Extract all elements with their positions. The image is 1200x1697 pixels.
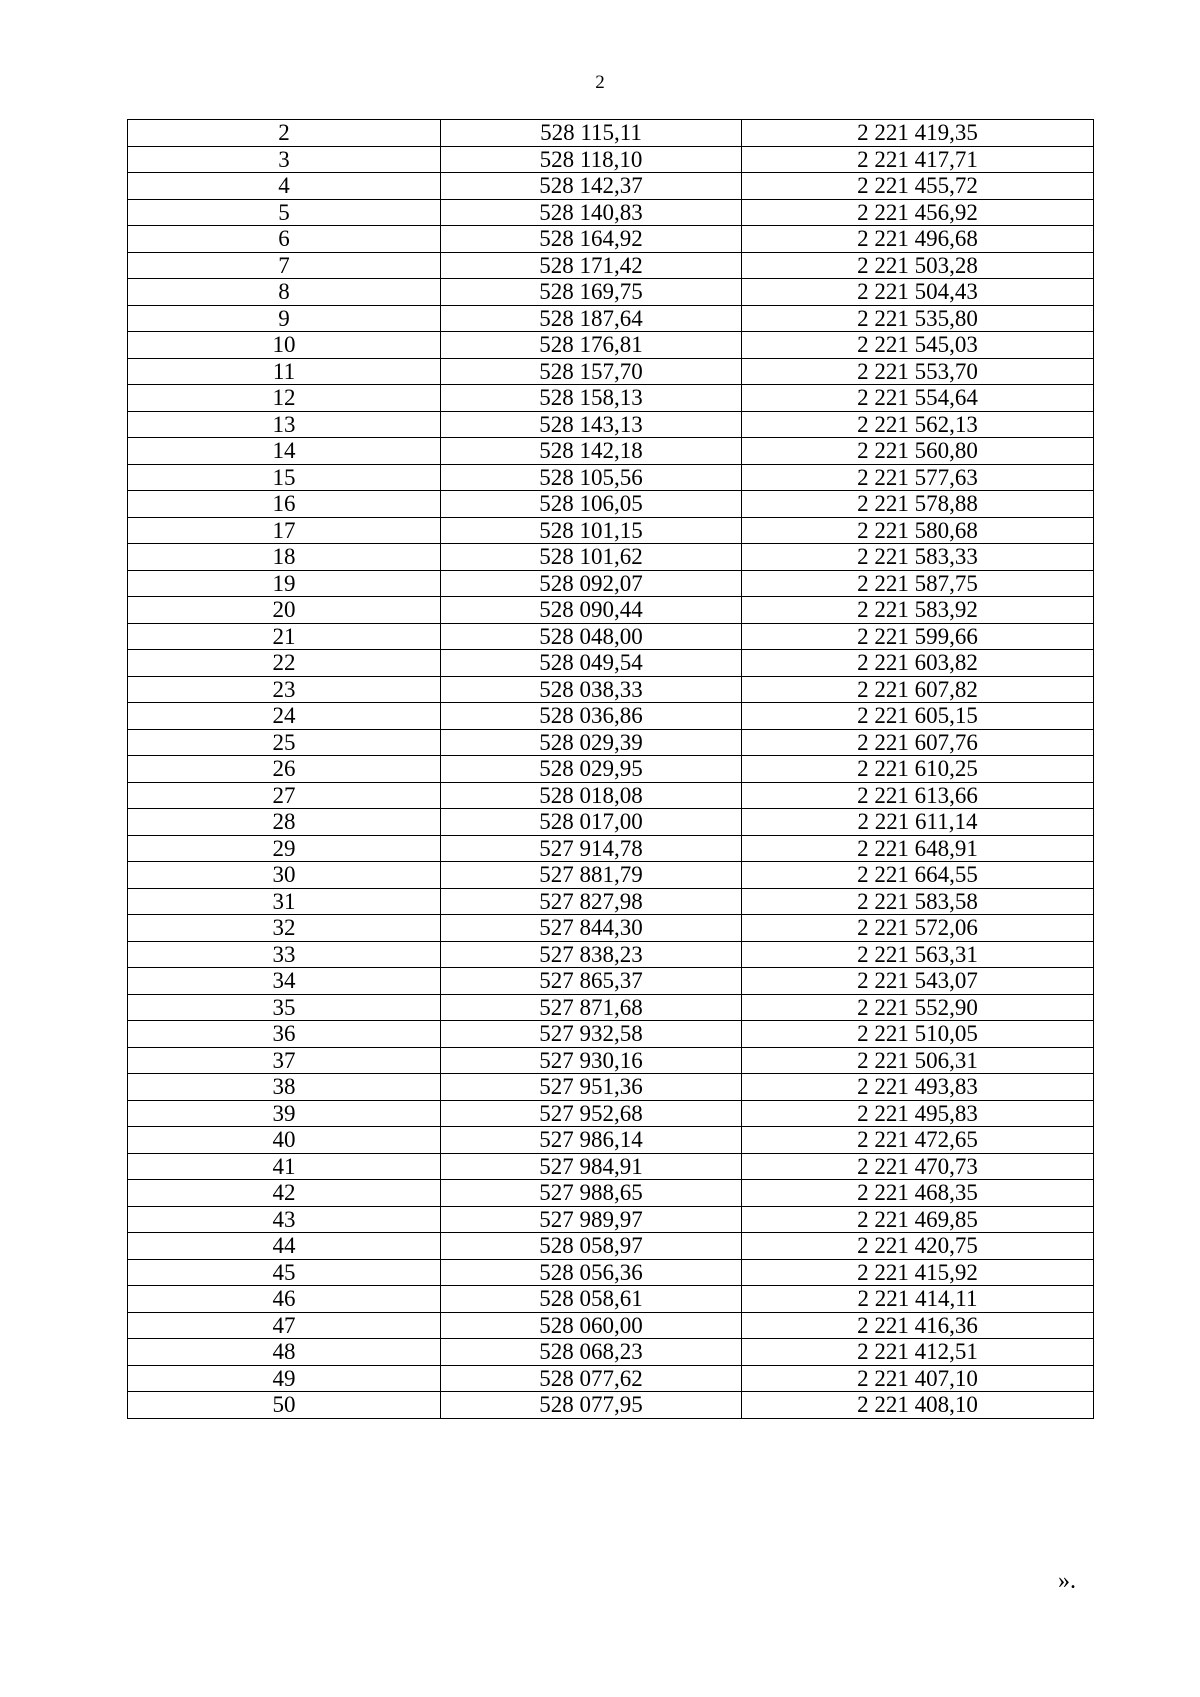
x-coordinate-cell: 527 827,98 — [441, 888, 742, 915]
y-coordinate-cell: 2 221 504,43 — [742, 279, 1094, 306]
point-number-cell: 14 — [128, 438, 441, 465]
point-number-cell: 7 — [128, 252, 441, 279]
y-coordinate-cell: 2 221 563,31 — [742, 941, 1094, 968]
point-number-cell: 5 — [128, 199, 441, 226]
y-coordinate-cell: 2 221 562,13 — [742, 411, 1094, 438]
x-coordinate-cell: 528 092,07 — [441, 570, 742, 597]
table-row — [128, 1392, 1094, 1419]
x-coordinate-cell: 528 118,10 — [441, 146, 742, 173]
x-coordinate-cell: 527 989,97 — [441, 1206, 742, 1233]
x-coordinate-cell: 528 171,42 — [441, 252, 742, 279]
table-row — [128, 332, 1094, 359]
y-coordinate-cell: 2 221 610,25 — [742, 756, 1094, 783]
y-coordinate-cell: 2 221 417,71 — [742, 146, 1094, 173]
table-row — [128, 1047, 1094, 1074]
y-coordinate-cell: 2 221 468,35 — [742, 1180, 1094, 1207]
table-row — [128, 1127, 1094, 1154]
x-coordinate-cell: 528 158,13 — [441, 385, 742, 412]
page-number: 2 — [595, 72, 605, 93]
x-coordinate-cell: 528 176,81 — [441, 332, 742, 359]
table-row — [128, 888, 1094, 915]
x-coordinate-cell: 528 018,08 — [441, 782, 742, 809]
x-coordinate-cell: 528 017,00 — [441, 809, 742, 836]
point-number-cell: 20 — [128, 597, 441, 624]
y-coordinate-cell: 2 221 469,85 — [742, 1206, 1094, 1233]
y-coordinate-cell: 2 221 407,10 — [742, 1365, 1094, 1392]
point-number-cell: 11 — [128, 358, 441, 385]
y-coordinate-cell: 2 221 611,14 — [742, 809, 1094, 836]
x-coordinate-cell: 527 951,36 — [441, 1074, 742, 1101]
table-row — [128, 676, 1094, 703]
point-number-cell: 24 — [128, 703, 441, 730]
y-coordinate-cell: 2 221 420,75 — [742, 1233, 1094, 1260]
table-row — [128, 517, 1094, 544]
table-row — [128, 1100, 1094, 1127]
x-coordinate-cell: 528 140,83 — [441, 199, 742, 226]
x-coordinate-cell: 528 058,97 — [441, 1233, 742, 1260]
table-row — [128, 1021, 1094, 1048]
y-coordinate-cell: 2 221 495,83 — [742, 1100, 1094, 1127]
point-number-cell: 47 — [128, 1312, 441, 1339]
y-coordinate-cell: 2 221 412,51 — [742, 1339, 1094, 1366]
point-number-cell: 26 — [128, 756, 441, 783]
x-coordinate-cell: 527 952,68 — [441, 1100, 742, 1127]
point-number-cell: 35 — [128, 994, 441, 1021]
table-row — [128, 120, 1094, 147]
table-row — [128, 729, 1094, 756]
table-row — [128, 146, 1094, 173]
point-number-cell: 41 — [128, 1153, 441, 1180]
y-coordinate-cell: 2 221 419,35 — [742, 120, 1094, 147]
x-coordinate-cell: 528 101,62 — [441, 544, 742, 571]
x-coordinate-cell: 528 169,75 — [441, 279, 742, 306]
y-coordinate-cell: 2 221 543,07 — [742, 968, 1094, 995]
table-row — [128, 756, 1094, 783]
y-coordinate-cell: 2 221 415,92 — [742, 1259, 1094, 1286]
table-row — [128, 1339, 1094, 1366]
x-coordinate-cell: 528 101,15 — [441, 517, 742, 544]
table-row — [128, 1153, 1094, 1180]
table-row — [128, 809, 1094, 836]
x-coordinate-cell: 527 930,16 — [441, 1047, 742, 1074]
point-number-cell: 37 — [128, 1047, 441, 1074]
point-number-cell: 10 — [128, 332, 441, 359]
x-coordinate-cell: 528 106,05 — [441, 491, 742, 518]
table-row — [128, 411, 1094, 438]
table-row — [128, 358, 1094, 385]
point-number-cell: 25 — [128, 729, 441, 756]
point-number-cell: 48 — [128, 1339, 441, 1366]
y-coordinate-cell: 2 221 605,15 — [742, 703, 1094, 730]
x-coordinate-cell: 528 058,61 — [441, 1286, 742, 1313]
y-coordinate-cell: 2 221 577,63 — [742, 464, 1094, 491]
point-number-cell: 46 — [128, 1286, 441, 1313]
table-row — [128, 1233, 1094, 1260]
table-row — [128, 385, 1094, 412]
point-number-cell: 18 — [128, 544, 441, 571]
x-coordinate-cell: 528 143,13 — [441, 411, 742, 438]
x-coordinate-cell: 528 048,00 — [441, 623, 742, 650]
table-row — [128, 1180, 1094, 1207]
point-number-cell: 43 — [128, 1206, 441, 1233]
closing-quote-mark: ». — [1058, 1568, 1076, 1594]
table-row — [128, 650, 1094, 677]
x-coordinate-cell: 528 142,37 — [441, 173, 742, 200]
y-coordinate-cell: 2 221 470,73 — [742, 1153, 1094, 1180]
table-row — [128, 252, 1094, 279]
table-row — [128, 279, 1094, 306]
y-coordinate-cell: 2 221 578,88 — [742, 491, 1094, 518]
table-row — [128, 226, 1094, 253]
y-coordinate-cell: 2 221 560,80 — [742, 438, 1094, 465]
y-coordinate-cell: 2 221 545,03 — [742, 332, 1094, 359]
x-coordinate-cell: 527 871,68 — [441, 994, 742, 1021]
y-coordinate-cell: 2 221 583,92 — [742, 597, 1094, 624]
point-number-cell: 50 — [128, 1392, 441, 1419]
point-number-cell: 17 — [128, 517, 441, 544]
point-number-cell: 49 — [128, 1365, 441, 1392]
y-coordinate-cell: 2 221 613,66 — [742, 782, 1094, 809]
table-row — [128, 941, 1094, 968]
point-number-cell: 12 — [128, 385, 441, 412]
x-coordinate-cell: 528 157,70 — [441, 358, 742, 385]
point-number-cell: 22 — [128, 650, 441, 677]
table-row — [128, 703, 1094, 730]
y-coordinate-cell: 2 221 493,83 — [742, 1074, 1094, 1101]
x-coordinate-cell: 528 115,11 — [441, 120, 742, 147]
table-row — [128, 1286, 1094, 1313]
table-row — [128, 199, 1094, 226]
y-coordinate-cell: 2 221 572,06 — [742, 915, 1094, 942]
table-row — [128, 305, 1094, 332]
point-number-cell: 23 — [128, 676, 441, 703]
y-coordinate-cell: 2 221 455,72 — [742, 173, 1094, 200]
x-coordinate-cell: 528 029,95 — [441, 756, 742, 783]
point-number-cell: 27 — [128, 782, 441, 809]
x-coordinate-cell: 528 142,18 — [441, 438, 742, 465]
point-number-cell: 3 — [128, 146, 441, 173]
y-coordinate-cell: 2 221 583,58 — [742, 888, 1094, 915]
table-row — [128, 173, 1094, 200]
y-coordinate-cell: 2 221 496,68 — [742, 226, 1094, 253]
x-coordinate-cell: 527 838,23 — [441, 941, 742, 968]
x-coordinate-cell: 528 029,39 — [441, 729, 742, 756]
x-coordinate-cell: 528 060,00 — [441, 1312, 742, 1339]
x-coordinate-cell: 528 068,23 — [441, 1339, 742, 1366]
table-row — [128, 835, 1094, 862]
table-row — [128, 968, 1094, 995]
y-coordinate-cell: 2 221 506,31 — [742, 1047, 1094, 1074]
point-number-cell: 19 — [128, 570, 441, 597]
y-coordinate-cell: 2 221 648,91 — [742, 835, 1094, 862]
y-coordinate-cell: 2 221 414,11 — [742, 1286, 1094, 1313]
y-coordinate-cell: 2 221 408,10 — [742, 1392, 1094, 1419]
point-number-cell: 6 — [128, 226, 441, 253]
point-number-cell: 30 — [128, 862, 441, 889]
point-number-cell: 21 — [128, 623, 441, 650]
y-coordinate-cell: 2 221 587,75 — [742, 570, 1094, 597]
point-number-cell: 13 — [128, 411, 441, 438]
point-number-cell: 44 — [128, 1233, 441, 1260]
table-row — [128, 597, 1094, 624]
table-row — [128, 915, 1094, 942]
point-number-cell: 45 — [128, 1259, 441, 1286]
y-coordinate-cell: 2 221 607,76 — [742, 729, 1094, 756]
table-row — [128, 464, 1094, 491]
table-row — [128, 994, 1094, 1021]
point-number-cell: 2 — [128, 120, 441, 147]
y-coordinate-cell: 2 221 607,82 — [742, 676, 1094, 703]
point-number-cell: 9 — [128, 305, 441, 332]
x-coordinate-cell: 528 049,54 — [441, 650, 742, 677]
table-row — [128, 1312, 1094, 1339]
y-coordinate-cell: 2 221 416,36 — [742, 1312, 1094, 1339]
point-number-cell: 38 — [128, 1074, 441, 1101]
y-coordinate-cell: 2 221 472,65 — [742, 1127, 1094, 1154]
point-number-cell: 34 — [128, 968, 441, 995]
y-coordinate-cell: 2 221 664,55 — [742, 862, 1094, 889]
x-coordinate-cell: 528 056,36 — [441, 1259, 742, 1286]
point-number-cell: 32 — [128, 915, 441, 942]
point-number-cell: 28 — [128, 809, 441, 836]
y-coordinate-cell: 2 221 456,92 — [742, 199, 1094, 226]
point-number-cell: 31 — [128, 888, 441, 915]
y-coordinate-cell: 2 221 583,33 — [742, 544, 1094, 571]
y-coordinate-cell: 2 221 510,05 — [742, 1021, 1094, 1048]
y-coordinate-cell: 2 221 554,64 — [742, 385, 1094, 412]
table-row — [128, 1259, 1094, 1286]
y-coordinate-cell: 2 221 580,68 — [742, 517, 1094, 544]
point-number-cell: 40 — [128, 1127, 441, 1154]
x-coordinate-cell: 528 105,56 — [441, 464, 742, 491]
point-number-cell: 4 — [128, 173, 441, 200]
x-coordinate-cell: 528 090,44 — [441, 597, 742, 624]
x-coordinate-cell: 527 881,79 — [441, 862, 742, 889]
x-coordinate-cell: 527 932,58 — [441, 1021, 742, 1048]
y-coordinate-cell: 2 221 603,82 — [742, 650, 1094, 677]
x-coordinate-cell: 527 865,37 — [441, 968, 742, 995]
y-coordinate-cell: 2 221 552,90 — [742, 994, 1094, 1021]
coordinates-table-body — [128, 120, 1094, 1419]
table-row — [128, 570, 1094, 597]
x-coordinate-cell: 528 164,92 — [441, 226, 742, 253]
table-row — [128, 1365, 1094, 1392]
table-row — [128, 1206, 1094, 1233]
x-coordinate-cell: 528 036,86 — [441, 703, 742, 730]
table-row — [128, 782, 1094, 809]
point-number-cell: 36 — [128, 1021, 441, 1048]
x-coordinate-cell: 527 984,91 — [441, 1153, 742, 1180]
x-coordinate-cell: 527 988,65 — [441, 1180, 742, 1207]
point-number-cell: 16 — [128, 491, 441, 518]
x-coordinate-cell: 528 187,64 — [441, 305, 742, 332]
x-coordinate-cell: 527 844,30 — [441, 915, 742, 942]
point-number-cell: 33 — [128, 941, 441, 968]
table-row — [128, 438, 1094, 465]
table-row — [128, 491, 1094, 518]
point-number-cell: 8 — [128, 279, 441, 306]
coordinates-table — [127, 119, 1094, 1419]
table-row — [128, 544, 1094, 571]
x-coordinate-cell: 528 077,95 — [441, 1392, 742, 1419]
table-row — [128, 1074, 1094, 1101]
y-coordinate-cell: 2 221 599,66 — [742, 623, 1094, 650]
point-number-cell: 39 — [128, 1100, 441, 1127]
point-number-cell: 29 — [128, 835, 441, 862]
x-coordinate-cell: 527 914,78 — [441, 835, 742, 862]
y-coordinate-cell: 2 221 553,70 — [742, 358, 1094, 385]
x-coordinate-cell: 528 038,33 — [441, 676, 742, 703]
y-coordinate-cell: 2 221 535,80 — [742, 305, 1094, 332]
x-coordinate-cell: 527 986,14 — [441, 1127, 742, 1154]
table-row — [128, 623, 1094, 650]
table-row — [128, 862, 1094, 889]
point-number-cell: 15 — [128, 464, 441, 491]
point-number-cell: 42 — [128, 1180, 441, 1207]
y-coordinate-cell: 2 221 503,28 — [742, 252, 1094, 279]
x-coordinate-cell: 528 077,62 — [441, 1365, 742, 1392]
